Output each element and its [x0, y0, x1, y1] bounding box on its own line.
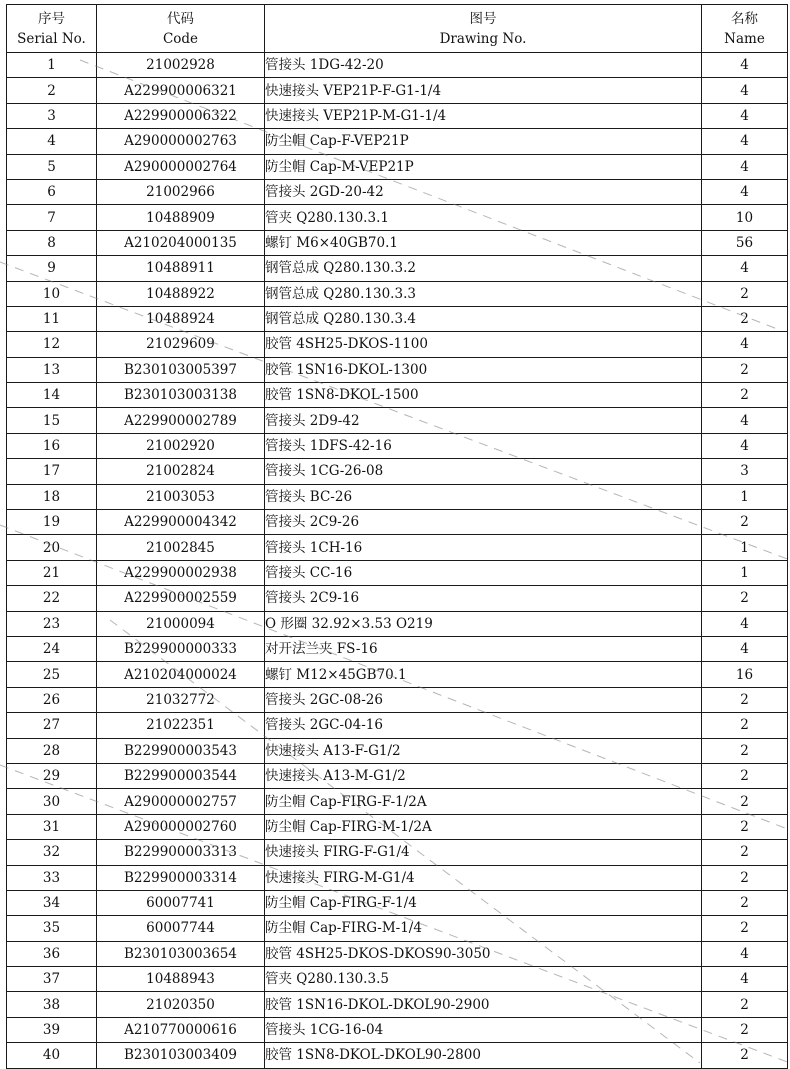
drawing-cell: 管接头 2C9-26 — [265, 510, 702, 535]
name-cell: 4 — [702, 611, 788, 636]
code-cell: 60007744 — [97, 916, 265, 941]
drawing-cell: O 形圈 32.92×3.53 O219 — [265, 611, 702, 636]
code-cell: 21020350 — [97, 992, 265, 1017]
code-cell: B229900003313 — [97, 840, 265, 865]
code-cell: A229900006322 — [97, 103, 265, 128]
name-cell: 4 — [702, 256, 788, 281]
table-row — [7, 713, 788, 738]
table-row — [7, 941, 788, 966]
table-row — [7, 560, 788, 585]
name-cell: 4 — [702, 53, 788, 78]
drawing-cell: 管夹 Q280.130.3.1 — [265, 205, 702, 230]
code-cell: 10488909 — [97, 205, 265, 230]
name-cell: 56 — [702, 230, 788, 255]
serial-cell: 31 — [7, 814, 97, 839]
serial-cell: 26 — [7, 687, 97, 712]
name-cell: 4 — [702, 78, 788, 103]
drawing-cell: 快速接头 VEP21P-F-G1-1/4 — [265, 78, 702, 103]
serial-header-zh: 序号 — [38, 10, 65, 27]
drawing-cell: 管接头 2GC-04-16 — [265, 713, 702, 738]
code-cell: B230103003654 — [97, 941, 265, 966]
drawing-cell: 管接头 2C9-16 — [265, 586, 702, 611]
serial-cell: 4 — [7, 129, 97, 154]
name-cell: 2 — [702, 890, 788, 915]
code-cell: 21003053 — [97, 484, 265, 509]
serial-cell: 32 — [7, 840, 97, 865]
serial-cell: 20 — [7, 535, 97, 560]
drawing-cell: 管夹 Q280.130.3.5 — [265, 967, 702, 992]
drawing-cell: 快速接头 A13-M-G1/2 — [265, 763, 702, 788]
table-row — [7, 281, 788, 306]
table-row — [7, 129, 788, 154]
code-cell: B230103005397 — [97, 357, 265, 382]
table-row — [7, 459, 788, 484]
code-header-zh: 代码 — [167, 10, 194, 27]
drawing-cell: 快速接头 FIRG-M-G1/4 — [265, 865, 702, 890]
name-cell: 2 — [702, 865, 788, 890]
table-row — [7, 636, 788, 661]
name-cell: 4 — [702, 433, 788, 458]
name-cell: 4 — [702, 103, 788, 128]
code-cell: 10488922 — [97, 281, 265, 306]
code-cell: B230103003138 — [97, 383, 265, 408]
name-cell: 4 — [702, 332, 788, 357]
serial-header-en: Serial No. — [17, 30, 86, 47]
table-row — [7, 306, 788, 331]
drawing-cell: 防尘帽 Cap-F-VEP21P — [265, 129, 702, 154]
drawing-cell: 管接头 1CG-26-08 — [265, 459, 702, 484]
code-cell: 60007741 — [97, 890, 265, 915]
name-cell: 2 — [702, 281, 788, 306]
code-cell: B229900003314 — [97, 865, 265, 890]
name-header — [702, 5, 788, 53]
drawing-cell: 对开法兰夹 FS-16 — [265, 636, 702, 661]
code-cell: 21029609 — [97, 332, 265, 357]
code-cell: 21000094 — [97, 611, 265, 636]
code-cell: 21002920 — [97, 433, 265, 458]
table-row — [7, 53, 788, 78]
table-row — [7, 433, 788, 458]
table-row — [7, 383, 788, 408]
serial-cell: 23 — [7, 611, 97, 636]
serial-cell: 36 — [7, 941, 97, 966]
drawing-cell: 快速接头 FIRG-F-G1/4 — [265, 840, 702, 865]
serial-cell: 3 — [7, 103, 97, 128]
name-cell: 1 — [702, 560, 788, 585]
name-cell: 2 — [702, 510, 788, 535]
serial-cell: 27 — [7, 713, 97, 738]
table-row — [7, 154, 788, 179]
code-cell: A229900006321 — [97, 78, 265, 103]
drawing-cell: 管接头 1DG-42-20 — [265, 53, 702, 78]
table-row — [7, 230, 788, 255]
code-cell: 21022351 — [97, 713, 265, 738]
serial-cell: 33 — [7, 865, 97, 890]
table-row — [7, 840, 788, 865]
name-cell: 4 — [702, 179, 788, 204]
code-cell: 21002928 — [97, 53, 265, 78]
drawing-cell: 防尘帽 Cap-M-VEP21P — [265, 154, 702, 179]
drawing-cell: 胶管 1SN8-DKOL-DKOL90-2800 — [265, 1043, 702, 1068]
drawing-cell: 管接头 2GC-08-26 — [265, 687, 702, 712]
drawing-cell: 管接头 1DFS-42-16 — [265, 433, 702, 458]
table-row — [7, 586, 788, 611]
table-row — [7, 789, 788, 814]
table-row — [7, 332, 788, 357]
serial-cell: 8 — [7, 230, 97, 255]
table-row — [7, 916, 788, 941]
drawing-cell: 防尘帽 Cap-FIRG-F-1/4 — [265, 890, 702, 915]
serial-cell: 34 — [7, 890, 97, 915]
serial-cell: 10 — [7, 281, 97, 306]
code-cell: A210204000135 — [97, 230, 265, 255]
code-cell: B229900000333 — [97, 636, 265, 661]
name-cell: 4 — [702, 967, 788, 992]
code-cell: 21002845 — [97, 535, 265, 560]
code-cell: 21002824 — [97, 459, 265, 484]
drawing-cell: 钢管总成 Q280.130.3.3 — [265, 281, 702, 306]
drawing-cell: 胶管 4SH25-DKOS-DKOS90-3050 — [265, 941, 702, 966]
name-cell: 2 — [702, 687, 788, 712]
code-cell: B230103003409 — [97, 1043, 265, 1068]
name-cell: 2 — [702, 306, 788, 331]
name-cell: 2 — [702, 916, 788, 941]
drawing-cell: 管接头 1CH-16 — [265, 535, 702, 560]
code-cell: 10488943 — [97, 967, 265, 992]
table-body — [7, 53, 788, 1069]
drawing-cell: 胶管 1SN16-DKOL-DKOL90-2900 — [265, 992, 702, 1017]
code-cell: 10488911 — [97, 256, 265, 281]
serial-cell: 15 — [7, 408, 97, 433]
code-cell: B229900003544 — [97, 763, 265, 788]
serial-cell: 18 — [7, 484, 97, 509]
serial-cell: 11 — [7, 306, 97, 331]
serial-cell: 14 — [7, 383, 97, 408]
serial-cell: 24 — [7, 636, 97, 661]
table-row — [7, 992, 788, 1017]
serial-cell: 21 — [7, 560, 97, 585]
name-cell: 4 — [702, 154, 788, 179]
table-row — [7, 865, 788, 890]
serial-cell: 19 — [7, 510, 97, 535]
name-cell: 2 — [702, 992, 788, 1017]
table-row — [7, 687, 788, 712]
name-cell: 1 — [702, 484, 788, 509]
table-row — [7, 408, 788, 433]
name-cell: 2 — [702, 763, 788, 788]
name-cell: 2 — [702, 789, 788, 814]
table-row — [7, 738, 788, 763]
table-row — [7, 179, 788, 204]
parts-list-sheet — [6, 4, 787, 1069]
table-row — [7, 357, 788, 382]
serial-cell: 13 — [7, 357, 97, 382]
code-cell: 21002966 — [97, 179, 265, 204]
name-cell: 2 — [702, 357, 788, 382]
name-cell: 3 — [702, 459, 788, 484]
name-cell: 2 — [702, 840, 788, 865]
serial-cell: 16 — [7, 433, 97, 458]
serial-cell: 2 — [7, 78, 97, 103]
code-cell: A229900002789 — [97, 408, 265, 433]
table-row — [7, 535, 788, 560]
name-cell: 10 — [702, 205, 788, 230]
code-cell: A290000002763 — [97, 129, 265, 154]
name-cell: 2 — [702, 1043, 788, 1068]
table-row — [7, 510, 788, 535]
code-cell: A290000002760 — [97, 814, 265, 839]
code-cell: A290000002757 — [97, 789, 265, 814]
name-cell: 16 — [702, 662, 788, 687]
code-cell: A210204000024 — [97, 662, 265, 687]
drawing-cell: 胶管 1SN16-DKOL-1300 — [265, 357, 702, 382]
table-row — [7, 103, 788, 128]
table-row — [7, 814, 788, 839]
serial-cell: 28 — [7, 738, 97, 763]
name-cell: 2 — [702, 738, 788, 763]
table-row — [7, 662, 788, 687]
drawing-header-en: Drawing No. — [439, 30, 527, 47]
serial-cell: 17 — [7, 459, 97, 484]
table-row — [7, 763, 788, 788]
name-cell: 4 — [702, 941, 788, 966]
header-row — [7, 5, 788, 53]
code-cell: A229900002938 — [97, 560, 265, 585]
code-cell: A290000002764 — [97, 154, 265, 179]
name-header-zh: 名称 — [731, 10, 758, 27]
code-cell: B229900003543 — [97, 738, 265, 763]
name-cell: 4 — [702, 636, 788, 661]
drawing-cell: 管接头 CC-16 — [265, 560, 702, 585]
drawing-cell: 钢管总成 Q280.130.3.4 — [265, 306, 702, 331]
serial-cell: 9 — [7, 256, 97, 281]
table-row — [7, 256, 788, 281]
table-row — [7, 484, 788, 509]
serial-cell: 37 — [7, 967, 97, 992]
table-row — [7, 1017, 788, 1042]
serial-header — [7, 5, 97, 53]
table-row — [7, 967, 788, 992]
drawing-cell: 防尘帽 Cap-FIRG-F-1/2A — [265, 789, 702, 814]
serial-cell: 35 — [7, 916, 97, 941]
serial-cell: 25 — [7, 662, 97, 687]
code-cell: A210770000616 — [97, 1017, 265, 1042]
serial-cell: 40 — [7, 1043, 97, 1068]
drawing-cell: 螺钉 M6×40GB70.1 — [265, 230, 702, 255]
name-cell: 1 — [702, 535, 788, 560]
drawing-cell: 钢管总成 Q280.130.3.2 — [265, 256, 702, 281]
drawing-cell: 胶管 1SN8-DKOL-1500 — [265, 383, 702, 408]
drawing-cell: 防尘帽 Cap-FIRG-M-1/2A — [265, 814, 702, 839]
drawing-cell: 管接头 BC-26 — [265, 484, 702, 509]
table-row — [7, 78, 788, 103]
name-cell: 2 — [702, 383, 788, 408]
name-cell: 4 — [702, 129, 788, 154]
name-cell: 2 — [702, 1017, 788, 1042]
serial-cell: 39 — [7, 1017, 97, 1042]
table-row — [7, 205, 788, 230]
drawing-cell: 防尘帽 Cap-FIRG-M-1/4 — [265, 916, 702, 941]
name-header-en: Name — [724, 30, 765, 47]
serial-cell: 30 — [7, 789, 97, 814]
code-cell: A229900004342 — [97, 510, 265, 535]
serial-cell: 12 — [7, 332, 97, 357]
name-cell: 4 — [702, 408, 788, 433]
code-cell: A229900002559 — [97, 586, 265, 611]
drawing-header — [265, 5, 702, 53]
drawing-cell: 快速接头 A13-F-G1/2 — [265, 738, 702, 763]
serial-cell: 5 — [7, 154, 97, 179]
drawing-cell: 管接头 2GD-20-42 — [265, 179, 702, 204]
drawing-cell: 螺钉 M12×45GB70.1 — [265, 662, 702, 687]
table-header — [7, 5, 788, 53]
name-cell: 2 — [702, 814, 788, 839]
parts-table — [6, 4, 788, 1069]
drawing-cell: 管接头 2D9-42 — [265, 408, 702, 433]
table-row — [7, 890, 788, 915]
serial-cell: 6 — [7, 179, 97, 204]
serial-cell: 7 — [7, 205, 97, 230]
drawing-header-zh: 图号 — [469, 10, 497, 27]
code-header-en: Code — [162, 30, 199, 47]
name-cell: 2 — [702, 713, 788, 738]
code-cell: 21032772 — [97, 687, 265, 712]
code-header — [97, 5, 265, 53]
table-row — [7, 1043, 788, 1068]
serial-cell: 1 — [7, 53, 97, 78]
table-row — [7, 611, 788, 636]
code-cell: 10488924 — [97, 306, 265, 331]
drawing-cell: 胶管 4SH25-DKOS-1100 — [265, 332, 702, 357]
drawing-cell: 管接头 1CG-16-04 — [265, 1017, 702, 1042]
serial-cell: 38 — [7, 992, 97, 1017]
name-cell: 2 — [702, 586, 788, 611]
serial-cell: 29 — [7, 763, 97, 788]
drawing-cell: 快速接头 VEP21P-M-G1-1/4 — [265, 103, 702, 128]
serial-cell: 22 — [7, 586, 97, 611]
